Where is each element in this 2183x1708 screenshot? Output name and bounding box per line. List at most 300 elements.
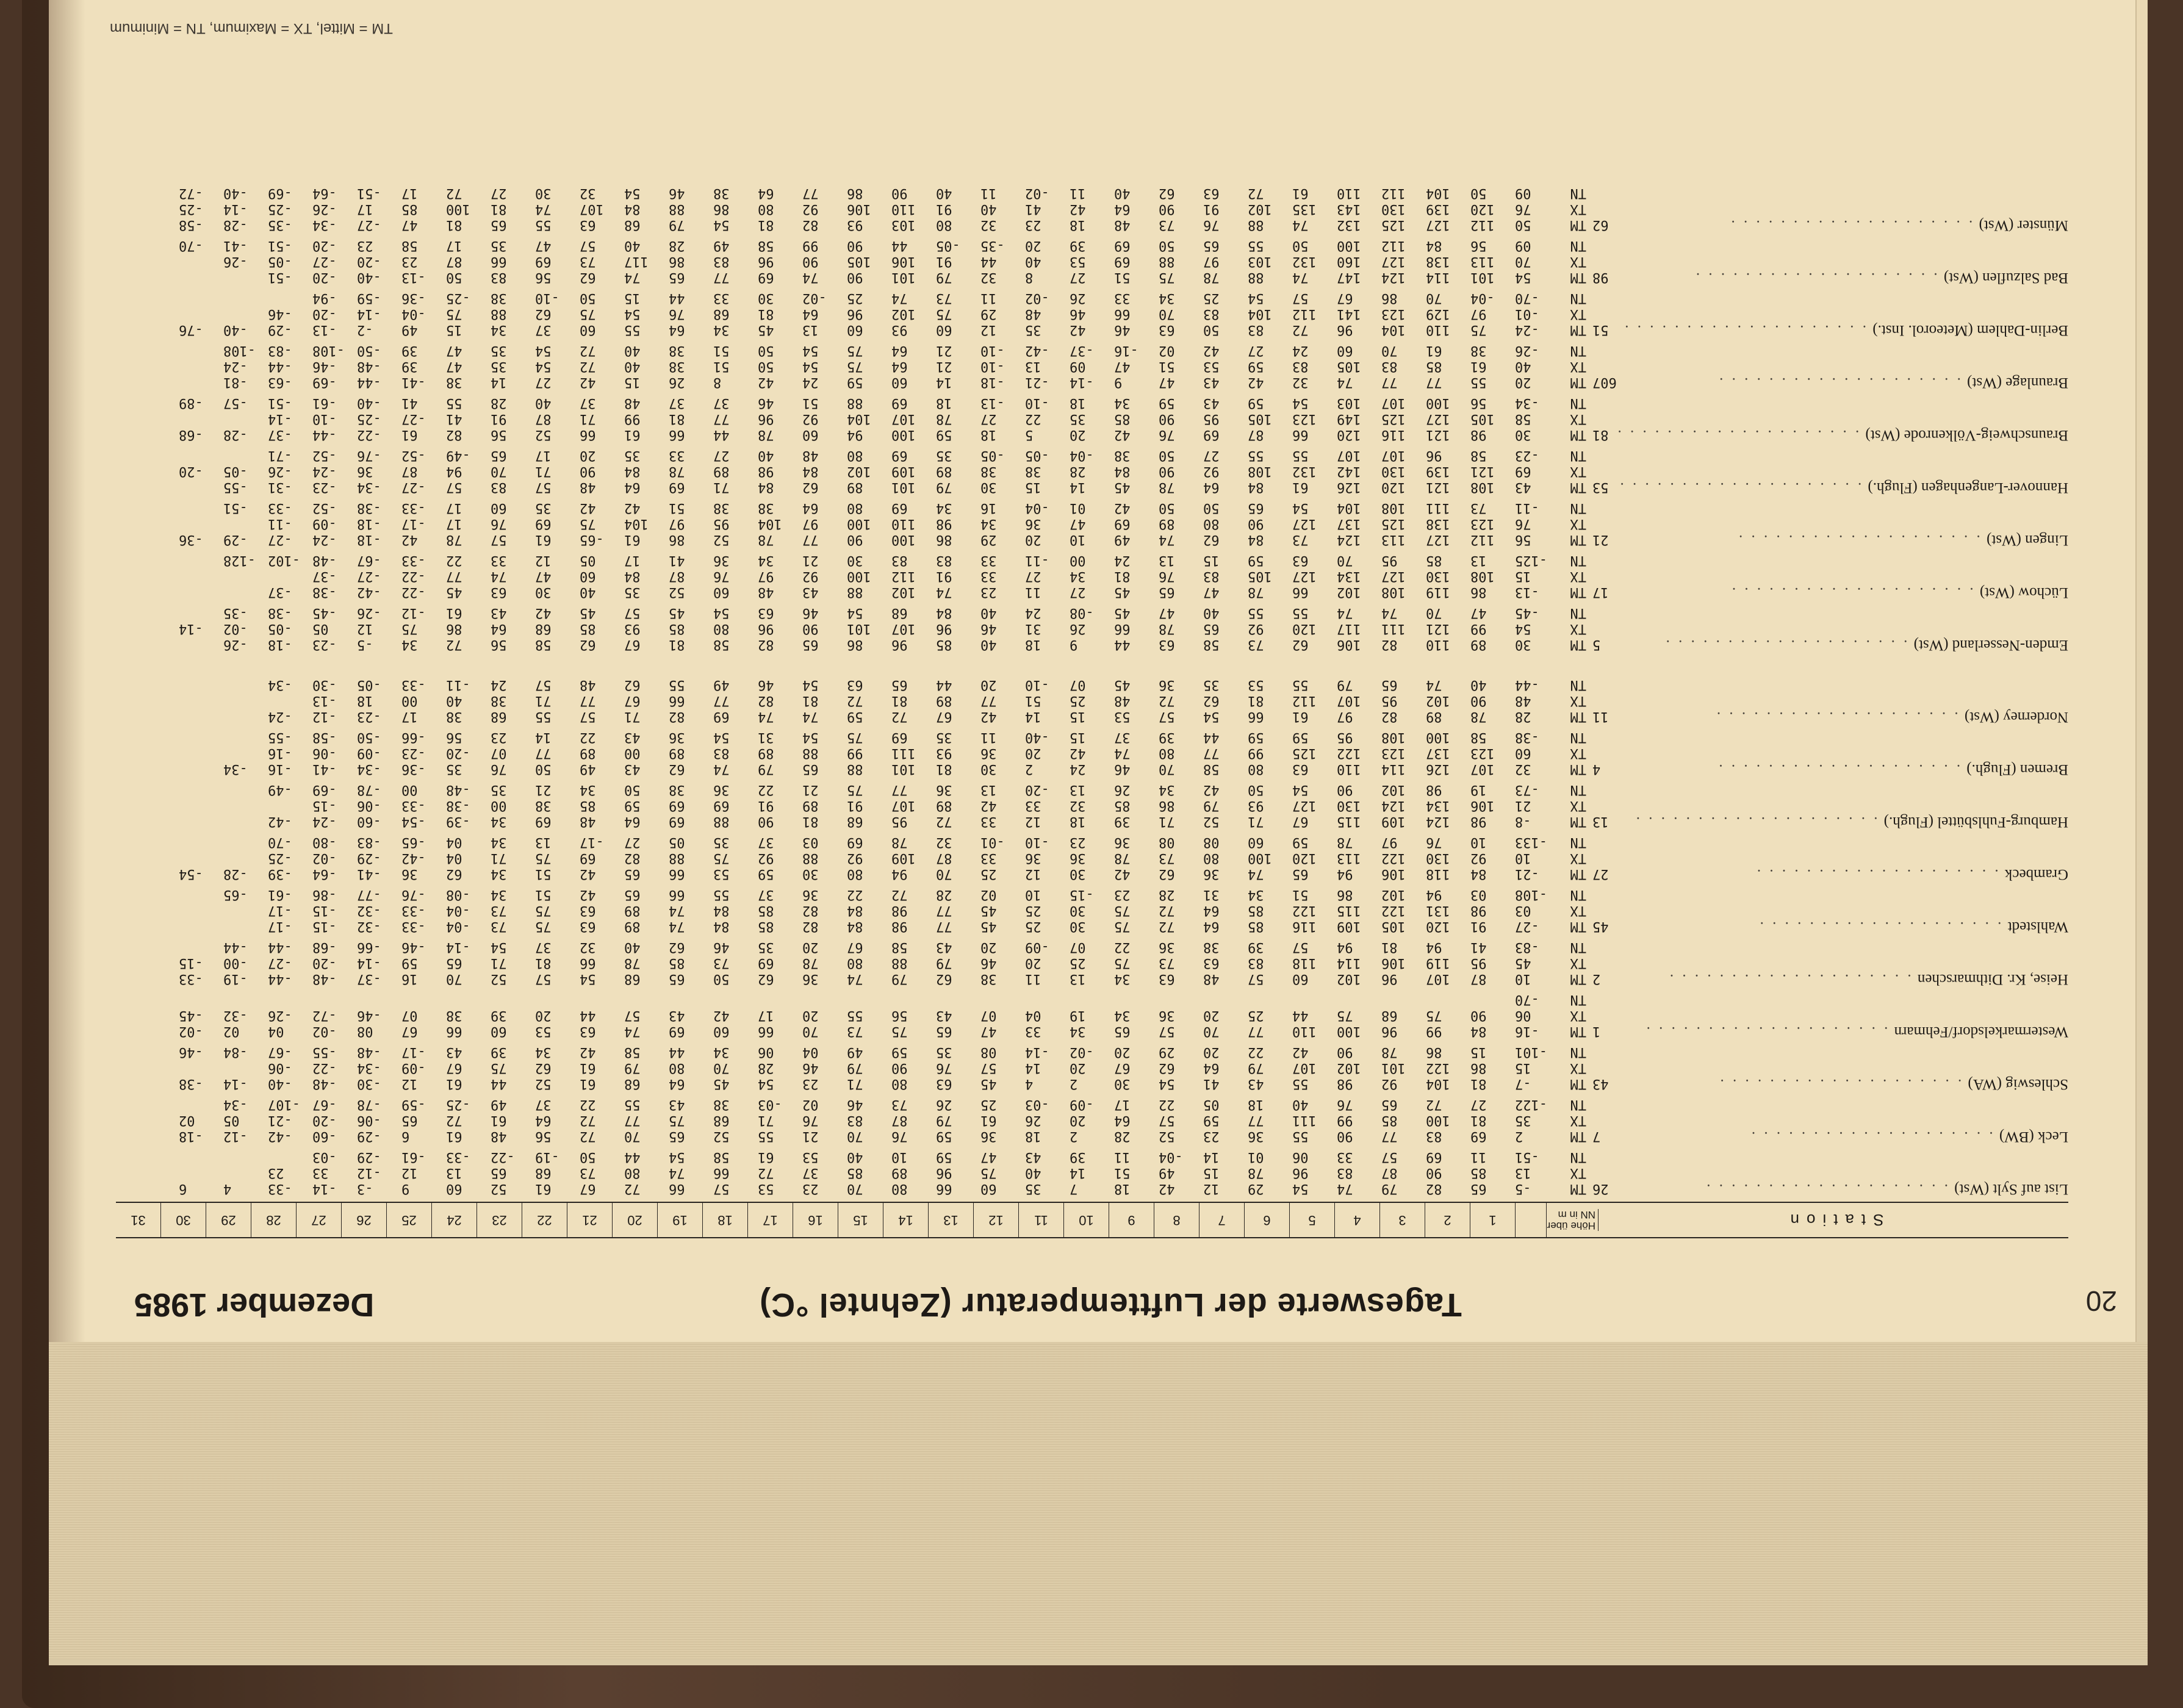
- temperature-cell: 98: [891, 903, 908, 919]
- temperature-cell: 72: [891, 887, 908, 903]
- temperature-cell: 75: [535, 919, 552, 935]
- temperature-cell: -24: [268, 709, 292, 725]
- temperature-cell: 102: [1426, 693, 1450, 709]
- temperature-cell: 22: [1159, 1097, 1175, 1113]
- value-kind: TN: [1570, 1044, 1586, 1060]
- temperature-cell: 23: [802, 1181, 819, 1197]
- day-header: 27: [297, 1203, 342, 1237]
- temperature-cell: 08: [357, 1024, 373, 1039]
- temperature-cell: 83: [1292, 359, 1309, 375]
- temperature-cell: 42: [535, 605, 552, 621]
- temperature-cell: -08: [1070, 605, 1094, 621]
- temperature-cell: 43: [1515, 479, 1531, 495]
- temperature-cell: 30: [758, 290, 774, 306]
- table-row: [116, 1128, 2068, 1144]
- temperature-cell: 55: [1292, 1076, 1309, 1092]
- leader-dots: . . . . . . . . . . . . . . . . . . . .: [1622, 322, 1873, 339]
- temperature-cell: 84: [624, 464, 641, 479]
- temperature-cell: 75: [1114, 903, 1131, 919]
- temperature-cell: -42: [268, 814, 292, 830]
- temperature-cell: 38: [713, 500, 730, 516]
- temperature-cell: -64: [312, 866, 337, 882]
- temperature-cell: 13: [1515, 1165, 1531, 1181]
- table-row: [116, 254, 2068, 270]
- temperature-cell: 106: [891, 254, 916, 270]
- temperature-cell: 32: [1515, 761, 1531, 777]
- temperature-cell: 60: [1292, 971, 1309, 987]
- temperature-cell: -41: [357, 866, 381, 882]
- temperature-cell: 87: [891, 1113, 908, 1128]
- value-kind: TN: [1570, 677, 1586, 693]
- temperature-cell: 99: [1248, 745, 1264, 761]
- temperature-cell: 24: [1114, 553, 1131, 569]
- temperature-cell: 42: [980, 709, 997, 725]
- temperature-cell: 36: [1248, 1128, 1264, 1144]
- temperature-cell: 17: [446, 500, 462, 516]
- temperature-cell: 40: [1025, 254, 1041, 270]
- value-kind: TX: [1570, 1165, 1586, 1181]
- temperature-cell: 63: [936, 1076, 952, 1092]
- station-height: 51: [1592, 322, 1609, 338]
- temperature-cell: 59: [936, 1128, 952, 1144]
- temperature-cell: 94: [1426, 939, 1442, 955]
- temperature-cell: -17: [580, 834, 604, 850]
- temperature-cell: 15: [1515, 1060, 1531, 1076]
- temperature-cell: 77: [535, 745, 552, 761]
- temperature-cell: 43: [446, 1044, 462, 1060]
- temperature-cell: 50: [713, 971, 730, 987]
- temperature-cell: 13: [802, 322, 819, 338]
- value-kind: TM: [1570, 584, 1586, 600]
- temperature-cell: 56: [1470, 238, 1487, 254]
- temperature-cell: -24: [1515, 322, 1539, 338]
- day-header: 5: [1290, 1203, 1335, 1237]
- day-header: 24: [432, 1203, 477, 1237]
- station-height: 98: [1592, 270, 1609, 285]
- temperature-cell: -42: [401, 850, 426, 866]
- temperature-cell: -44: [312, 427, 337, 443]
- temperature-cell: -37: [268, 584, 292, 600]
- temperature-cell: 97: [1381, 834, 1398, 850]
- temperature-cell: 26: [1070, 290, 1086, 306]
- station-name-text: Hannover-Langenhagen (Flugh.): [1868, 479, 2068, 496]
- temperature-cell: 74: [1159, 532, 1175, 548]
- temperature-cell: 42: [1159, 1181, 1175, 1197]
- temperature-cell: 10: [1515, 971, 1531, 987]
- temperature-cell: 124: [1381, 270, 1406, 285]
- temperature-cell: 50: [1203, 500, 1220, 516]
- temperature-cell: 36: [669, 730, 685, 745]
- temperature-cell: 92: [1248, 621, 1264, 637]
- temperature-cell: 60: [713, 584, 730, 600]
- temperature-cell: 96: [891, 637, 908, 653]
- leader-dots: . . . . . . . . . . . . . . . . . . . .: [1736, 532, 1987, 548]
- temperature-cell: 64: [1203, 903, 1220, 919]
- temperature-cell: 68: [891, 605, 908, 621]
- temperature-cell: 47: [535, 238, 552, 254]
- temperature-cell: 47: [535, 569, 552, 584]
- temperature-cell: 54: [713, 730, 730, 745]
- temperature-cell: 15: [446, 322, 462, 338]
- leader-dots: . . . . . . . . . . . . . . . . . . . .: [1667, 971, 1918, 988]
- temperature-cell: 74: [1381, 605, 1398, 621]
- leader-dots: . . . . . . . . . . . . . . . . . . . .: [1693, 270, 1944, 286]
- value-kind: TX: [1570, 359, 1586, 375]
- temperature-cell: 77: [936, 919, 952, 935]
- temperature-cell: -35: [268, 217, 292, 233]
- temperature-cell: 70: [1159, 306, 1175, 322]
- temperature-cell: 55: [535, 217, 552, 233]
- temperature-cell: 57: [1381, 1149, 1398, 1165]
- temperature-cell: 59: [1248, 553, 1264, 569]
- temperature-cell: -40: [1025, 730, 1049, 745]
- temperature-cell: 25: [980, 1097, 997, 1113]
- temperature-cell: -11: [1025, 553, 1049, 569]
- temperature-cell: 48: [1203, 971, 1220, 987]
- temperature-cell: 92: [802, 201, 819, 217]
- temperature-cell: 92: [802, 411, 819, 427]
- value-kind: TM: [1570, 1128, 1586, 1144]
- temperature-cell: -09: [1025, 939, 1049, 955]
- temperature-cell: 71: [624, 709, 641, 725]
- value-kind: TM: [1570, 1076, 1586, 1092]
- temperature-cell: 46: [758, 395, 774, 411]
- temperature-cell: 73: [1470, 500, 1487, 516]
- temperature-cell: 77: [802, 185, 819, 201]
- temperature-cell: 91: [936, 569, 952, 584]
- temperature-cell: 33: [1025, 1024, 1041, 1039]
- temperature-cell: 30: [1070, 866, 1086, 882]
- value-kind: TX: [1570, 464, 1586, 479]
- temperature-cell: -48: [357, 1044, 381, 1060]
- temperature-cell: 110: [1337, 761, 1361, 777]
- temperature-cell: 37: [535, 939, 552, 955]
- temperature-cell: 45: [1114, 677, 1131, 693]
- temperature-cell: 69: [1515, 464, 1531, 479]
- station-block: [116, 238, 2068, 285]
- temperature-cell: 20: [1025, 955, 1041, 971]
- temperature-cell: 62: [1292, 637, 1309, 653]
- temperature-cell: -27: [401, 479, 426, 495]
- temperature-cell: 90: [1337, 1128, 1353, 1144]
- station-block: [116, 185, 2068, 233]
- table-row: [116, 306, 2068, 322]
- temperature-cell: 71: [1159, 814, 1175, 830]
- table-row: [116, 500, 2068, 516]
- temperature-cell: -68: [179, 427, 203, 443]
- temperature-cell: 54: [713, 217, 730, 233]
- temperature-cell: 27: [1025, 569, 1041, 584]
- temperature-cell: 86: [669, 532, 685, 548]
- temperature-cell: 34: [491, 887, 507, 903]
- station-height: 43: [1592, 1076, 1609, 1092]
- temperature-cell: 65: [1114, 1024, 1131, 1039]
- temperature-cell: 9: [401, 1181, 410, 1197]
- temperature-cell: 64: [891, 359, 908, 375]
- temperature-cell: 76: [1515, 201, 1531, 217]
- temperature-cell: 81: [491, 201, 507, 217]
- temperature-cell: 2: [1070, 1076, 1078, 1092]
- temperature-cell: 99: [1470, 621, 1487, 637]
- temperature-cell: 85: [847, 1165, 863, 1181]
- temperature-cell: 75: [1114, 955, 1131, 971]
- temperature-cell: 07: [1070, 677, 1086, 693]
- temperature-cell: 76: [891, 1128, 908, 1144]
- temperature-cell: 54: [802, 730, 819, 745]
- temperature-cell: 89: [936, 464, 952, 479]
- station-height: 11: [1592, 709, 1609, 725]
- temperature-cell: 30: [802, 866, 819, 882]
- temperature-cell: 109: [891, 464, 916, 479]
- temperature-cell: -48: [357, 359, 381, 375]
- temperature-cell: 86: [446, 621, 462, 637]
- temperature-cell: -102: [268, 553, 300, 569]
- temperature-cell: 75: [847, 730, 863, 745]
- value-kind: TX: [1570, 201, 1586, 217]
- temperature-cell: 11: [1070, 185, 1086, 201]
- temperature-cell: 36: [357, 464, 373, 479]
- temperature-cell: -46: [357, 1008, 381, 1024]
- temperature-cell: 34: [580, 782, 596, 798]
- temperature-cell: 81: [1248, 693, 1264, 709]
- temperature-cell: 117: [1337, 621, 1361, 637]
- temperature-cell: 68: [847, 814, 863, 830]
- temperature-cell: -22: [401, 584, 426, 600]
- temperature-cell: 44: [1114, 637, 1131, 653]
- temperature-cell: 60: [580, 569, 596, 584]
- value-kind: TM: [1570, 427, 1586, 443]
- temperature-cell: -51: [1515, 1149, 1539, 1165]
- temperature-cell: 72: [1248, 185, 1264, 201]
- temperature-cell: 07: [980, 1008, 997, 1024]
- temperature-cell: -17: [401, 516, 426, 532]
- station-name-text: Bremen (Flugh.): [1966, 761, 2068, 778]
- temperature-cell: 62: [580, 637, 596, 653]
- temperature-cell: -12: [357, 1165, 381, 1181]
- table-row: [116, 479, 2068, 495]
- table-row: [116, 798, 2068, 814]
- temperature-cell: 74: [1337, 375, 1353, 390]
- temperature-cell: 62: [535, 1060, 552, 1076]
- temperature-cell: 55: [1292, 1128, 1309, 1144]
- temperature-cell: 20: [1203, 1044, 1220, 1060]
- temperature-cell: 74: [1292, 270, 1309, 285]
- temperature-cell: -34: [223, 761, 248, 777]
- table-row: [116, 955, 2068, 971]
- temperature-cell: 27: [491, 185, 507, 201]
- temperature-cell: -65: [223, 887, 248, 903]
- temperature-cell: 42: [1070, 201, 1086, 217]
- temperature-cell: 48: [1114, 217, 1131, 233]
- table-row: [116, 553, 2068, 569]
- temperature-cell: 39: [491, 1044, 507, 1060]
- temperature-cell: -08: [446, 887, 470, 903]
- temperature-cell: 72: [1159, 693, 1175, 709]
- temperature-cell: 54: [802, 677, 819, 693]
- temperature-cell: 61: [1426, 343, 1442, 359]
- temperature-cell: 84: [1248, 532, 1264, 548]
- temperature-cell: 32: [580, 185, 596, 201]
- temperature-cell: -40: [357, 395, 381, 411]
- temperature-cell: 07: [1070, 939, 1086, 955]
- temperature-cell: 33: [1114, 290, 1131, 306]
- temperature-cell: 37: [535, 322, 552, 338]
- temperature-cell: 122: [1337, 745, 1361, 761]
- printed-page: [85, 0, 2135, 1342]
- temperature-cell: 08: [1159, 834, 1175, 850]
- temperature-cell: 53: [758, 1181, 774, 1197]
- temperature-cell: 92: [1470, 850, 1487, 866]
- temperature-cell: 52: [1159, 1128, 1175, 1144]
- day-header: 13: [929, 1203, 974, 1237]
- temperature-cell: 25: [1025, 903, 1041, 919]
- temperature-cell: 72: [580, 359, 596, 375]
- temperature-cell: -20: [312, 1113, 337, 1128]
- temperature-cell: -67: [268, 1044, 292, 1060]
- temperature-cell: 58: [1203, 637, 1220, 653]
- temperature-cell: 61: [491, 1113, 507, 1128]
- temperature-cell: 100: [1248, 850, 1272, 866]
- temperature-cell: 85: [1114, 798, 1131, 814]
- temperature-cell: 18: [980, 427, 997, 443]
- temperature-cell: 53: [1248, 677, 1264, 693]
- temperature-cell: 77: [580, 693, 596, 709]
- temperature-cell: 77: [1426, 375, 1442, 390]
- temperature-cell: 73: [936, 290, 952, 306]
- temperature-cell: 52: [1203, 814, 1220, 830]
- value-kind: TX: [1570, 411, 1586, 427]
- temperature-cell: 92: [758, 850, 774, 866]
- table-row: [116, 464, 2068, 479]
- temperature-cell: 60: [713, 1024, 730, 1039]
- temperature-cell: 54: [669, 1149, 685, 1165]
- temperature-cell: 66: [580, 955, 596, 971]
- temperature-cell: 75: [980, 1165, 997, 1181]
- temperature-cell: 65: [1203, 621, 1220, 637]
- temperature-cell: -51: [268, 270, 292, 285]
- temperature-cell: 72: [1292, 322, 1309, 338]
- temperature-cell: 105: [1470, 411, 1495, 427]
- temperature-cell: 29: [980, 306, 997, 322]
- temperature-cell: -5: [1515, 1181, 1531, 1197]
- temperature-cell: 62: [1203, 532, 1220, 548]
- temperature-cell: 65: [624, 866, 641, 882]
- temperature-cell: -46: [312, 359, 337, 375]
- temperature-cell: 101: [1381, 1060, 1406, 1076]
- temperature-cell: 52: [669, 584, 685, 600]
- temperature-cell: -50: [357, 730, 381, 745]
- page-edges: [49, 1342, 2148, 1659]
- temperature-cell: 47: [1159, 375, 1175, 390]
- temperature-cell: 84: [1248, 479, 1264, 495]
- temperature-cell: 48: [802, 448, 819, 464]
- temperature-cell: 87: [669, 569, 685, 584]
- temperature-cell: 89: [1159, 516, 1175, 532]
- temperature-cell: -00: [223, 955, 248, 971]
- temperature-cell: 65: [1159, 584, 1175, 600]
- temperature-cell: -35: [980, 238, 1005, 254]
- temperature-cell: -28: [223, 866, 248, 882]
- temperature-cell: -52: [312, 500, 337, 516]
- temperature-cell: 57: [535, 677, 552, 693]
- temperature-cell: 09: [1515, 238, 1531, 254]
- temperature-cell: -59: [357, 290, 381, 306]
- temperature-cell: 85: [669, 621, 685, 637]
- day-header: 16: [793, 1203, 838, 1237]
- temperature-cell: 13: [1470, 553, 1487, 569]
- temperature-cell: 77: [980, 693, 997, 709]
- temperature-cell: 43: [936, 1008, 952, 1024]
- temperature-cell: 77: [1248, 1024, 1264, 1039]
- leader-dots: . . . . . . . . . . . . . . . . . . . .: [1754, 866, 2005, 883]
- temperature-cell: 68: [491, 709, 507, 725]
- temperature-cell: -61: [268, 887, 292, 903]
- temperature-cell: 58: [1515, 411, 1531, 427]
- temperature-cell: 131: [1426, 903, 1450, 919]
- temperature-cell: 78: [1159, 479, 1175, 495]
- temperature-cell: -70: [1515, 290, 1539, 306]
- temperature-cell: 43: [669, 1008, 685, 1024]
- station-name: [1641, 866, 2068, 883]
- temperature-cell: 37: [669, 395, 685, 411]
- temperature-cell: 70: [847, 1181, 863, 1197]
- leader-dots: . . . . . . . . . . . . . . . . . . . .: [1757, 919, 2008, 935]
- temperature-cell: 109: [1337, 919, 1361, 935]
- temperature-cell: 15: [624, 375, 641, 390]
- temperature-cell: -22: [401, 569, 426, 584]
- temperature-cell: 102: [847, 464, 871, 479]
- temperature-cell: -14: [1025, 1044, 1049, 1060]
- temperature-cell: -33: [401, 500, 426, 516]
- temperature-cell: 39: [1114, 814, 1131, 830]
- temperature-cell: 62: [936, 971, 952, 987]
- table-row: [116, 637, 2068, 653]
- temperature-cell: 18: [1114, 1181, 1131, 1197]
- temperature-cell: 09: [1515, 185, 1531, 201]
- temperature-cell: -67: [312, 1097, 337, 1113]
- temperature-cell: 24: [802, 375, 819, 390]
- temperature-cell: -16: [268, 761, 292, 777]
- leader-dots: . . . . . . . . . . . . . . . . . . . .: [1704, 1181, 1955, 1197]
- temperature-cell: 56: [1515, 532, 1531, 548]
- temperature-cell: 90: [1159, 464, 1175, 479]
- temperature-cell: 25: [847, 290, 863, 306]
- temperature-cell: 42: [580, 866, 596, 882]
- temperature-cell: 75: [446, 306, 462, 322]
- temperature-cell: 63: [1159, 322, 1175, 338]
- temperature-cell: 62: [1159, 1060, 1175, 1076]
- temperature-cell: 43: [1025, 1149, 1041, 1165]
- temperature-cell: 85: [1470, 1165, 1487, 1181]
- temperature-cell: 123: [1470, 516, 1495, 532]
- temperature-cell: 36: [936, 782, 952, 798]
- temperature-cell: -61: [312, 395, 337, 411]
- temperature-cell: 48: [758, 584, 774, 600]
- temperature-cell: 78: [1159, 621, 1175, 637]
- temperature-cell: 68: [624, 217, 641, 233]
- temperature-cell: 26: [1070, 621, 1086, 637]
- temperature-cell: 77: [1381, 1128, 1398, 1144]
- table-row: [116, 919, 2068, 935]
- temperature-cell: 96: [758, 621, 774, 637]
- temperature-cell: 105: [1248, 411, 1272, 427]
- temperature-cell: 20: [1070, 1113, 1086, 1128]
- temperature-cell: 00: [1070, 553, 1086, 569]
- temperature-cell: 69: [847, 834, 863, 850]
- temperature-cell: 61: [535, 532, 552, 548]
- temperature-cell: 50: [1248, 782, 1264, 798]
- temperature-cell: 82: [802, 217, 819, 233]
